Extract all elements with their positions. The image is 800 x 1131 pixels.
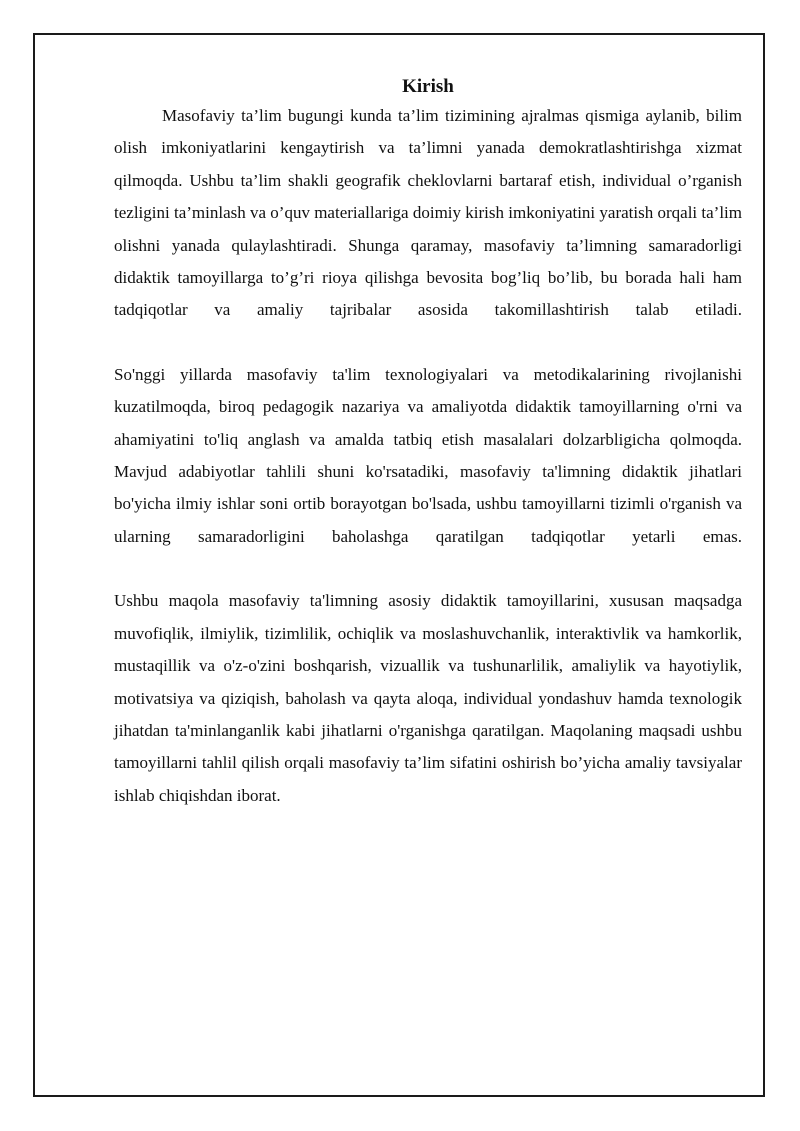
paragraph-3: Ushbu maqola masofaviy ta'limning asosiy didaktik tamoyillarini, xususan maqsadga muvofiqlik, ilmiylik, tizimlilik, ochiqlik va moslashuvchanlik, interaktivlik va hamkorlik, mustaqillik va o'z-o'zini boshqarish, vizuallik va tushunarlilik, amaliylik va hayotiylik, motivatsiya va qiziqish, baholash va qayta aloqa, individual yondashuv hamda texnologik jihatdan ta'minlanganlik kabi jihatlarni o'rganishga qaratilgan. Maqolaning maqsadi ushbu tamoyillarni tahlil qilish orqali masofaviy ta’lim sifatini oshirish bo’yicha amaliy tavsiyalar ishlab chiqishdan iborat.	[114, 591, 742, 805]
paragraph-spacer	[114, 327, 742, 359]
paragraph-2: So'nggi yillarda masofaviy ta'lim texnologiyalari va metodikalarining rivojlanishi kuzatilmoqda, biroq pedagogik nazariya va amaliyotda didaktik tamoyillarning o'rni va ahamiyatini to'liq anglash va amalda tatbiq etish masalalari dolzarbligicha qolmoqda. Mavjud adabiyotlar tahlili shuni ko'rsatadiki, masofaviy ta'limning didaktik jihatlari bo'yicha ilmiy ishlar soni ortib borayotgan bo'lsada, ushbu tamoyillarni tizimli o'rganish va ularning samaradorligini baholashga qaratilgan tadqiqotlar yetarli emas.	[114, 364, 742, 546]
paragraph-1: Masofaviy ta’lim bugungi kunda ta’lim tizimining ajralmas qismiga aylanib, bilim olish imkoniyatlarini kengaytirish va ta’limni yanada demokratlashtirishga xizmat qilmoqda. Ushbu ta’lim shakli geografik cheklovlarni bartaraf etish, individual o’rganish tezligini ta’minlash va o’quv materiallariga doimiy kirish imkoniyatini yaratish orqali ta’lim olishni yanada qulaylashtiradi. Shunga qaramay, masofaviy ta’limning samaradorligi didaktik tamoyillarga to’g’ri rioya qilishga bevosita bog’liq bo’lib, bu borada hali ham tadqiqotlar va amaliy tajribalar asosida takomillashtirish talab etiladi.	[114, 106, 742, 320]
paragraph-spacer	[114, 553, 742, 585]
document-title: Kirish	[402, 76, 454, 97]
document-body	[114, 74, 742, 812]
